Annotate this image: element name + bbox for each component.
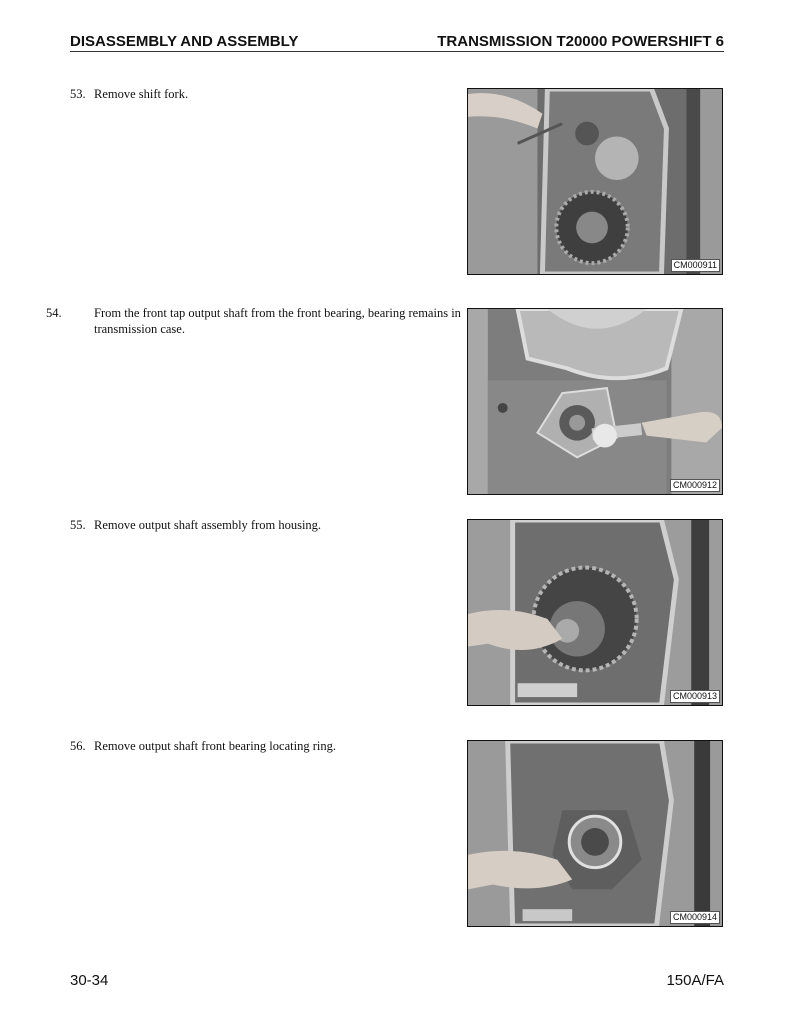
- figure-photo-3: [467, 519, 723, 706]
- figure-caption: CM000913: [670, 690, 720, 703]
- page-number: 30-34: [70, 972, 109, 989]
- output-shaft-photo: [468, 309, 722, 494]
- step-number: 56.: [70, 739, 86, 753]
- header-divider: [70, 51, 724, 52]
- figure-photo-4: [467, 740, 723, 927]
- step-55: [70, 517, 462, 533]
- step-number: 53.: [70, 87, 86, 101]
- document-title: TRANSMISSION T20000 POWERSHIFT 6: [437, 33, 724, 50]
- step-text: Remove output shaft assembly from housing.: [94, 518, 322, 532]
- figure-photo-2: [467, 308, 723, 495]
- step-text: Remove output shaft front bearing locating ring.: [94, 739, 336, 753]
- step-54: [46, 305, 486, 337]
- output-shaft-removal-photo: [468, 520, 722, 705]
- step-53: [70, 86, 462, 102]
- step-number: 54.: [46, 306, 62, 320]
- step-number: 55.: [70, 518, 86, 532]
- step-56: [70, 738, 462, 754]
- figure-caption: CM000914: [670, 911, 720, 924]
- step-text: From the front tap output shaft from the front bearing, bearing remains in transmission case.: [94, 306, 461, 336]
- section-title: DISASSEMBLY AND ASSEMBLY: [70, 33, 299, 50]
- figure-caption: CM000911: [671, 259, 720, 272]
- model-number: 150A/FA: [666, 972, 724, 989]
- figure-caption: CM000912: [670, 479, 720, 492]
- bearing-ring-photo: [468, 741, 722, 926]
- gear-housing-photo: [468, 89, 722, 274]
- step-text: Remove shift fork.: [94, 87, 189, 101]
- page-header: [70, 33, 724, 53]
- figure-photo-1: [467, 88, 723, 275]
